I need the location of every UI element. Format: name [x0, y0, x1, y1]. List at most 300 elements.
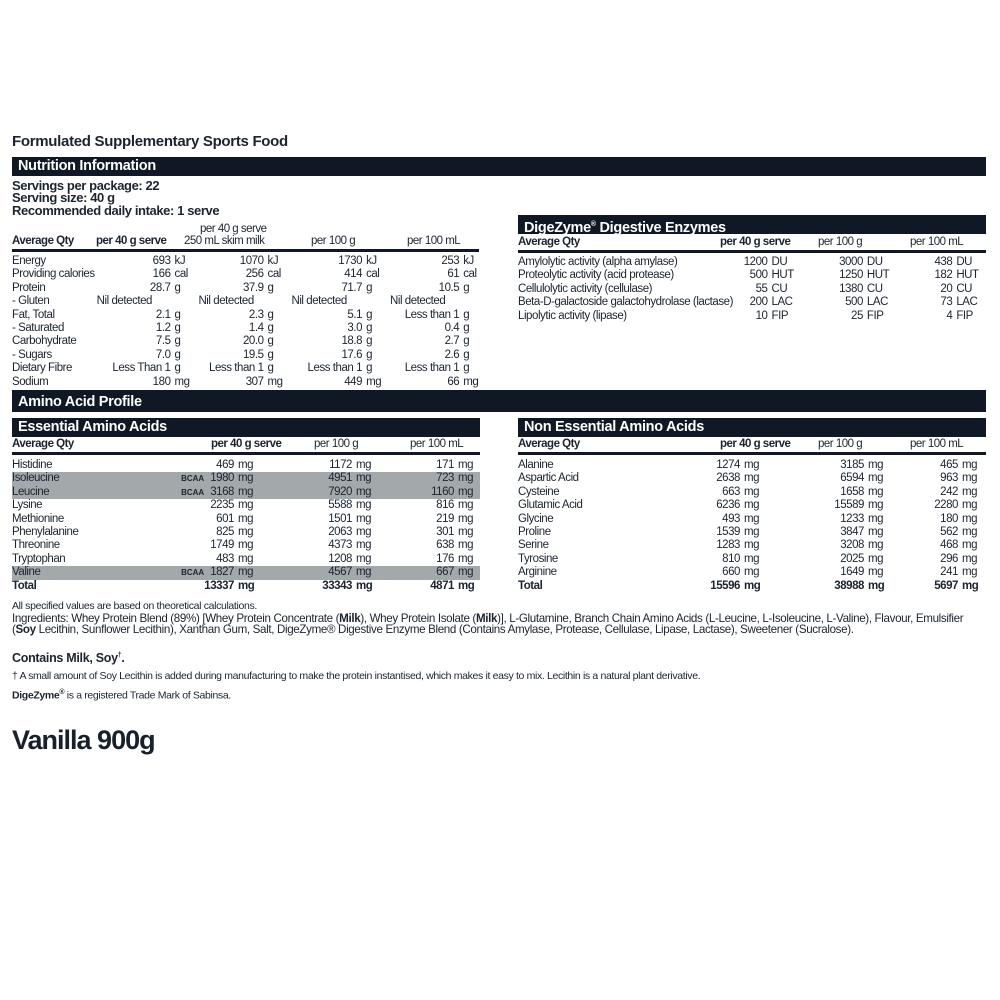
value-cell: 10	[755, 309, 768, 322]
value-cell: 66	[447, 375, 460, 388]
col-average-qty: Average Qty	[518, 236, 580, 248]
value-cell: 4373	[328, 539, 352, 552]
unit-cell: mg	[352, 472, 390, 485]
digezyme-title: DigeZyme	[524, 219, 591, 236]
unit-cell: mg	[868, 472, 884, 485]
value-cell	[152, 459, 234, 472]
value-cell: Less than 1	[307, 362, 363, 375]
unit-cell: g	[366, 362, 373, 375]
table-row	[12, 349, 479, 362]
value-cell: 15589	[834, 499, 864, 512]
trademark-note	[12, 689, 231, 702]
table-row	[518, 459, 986, 472]
unit-cell: mg	[744, 459, 760, 471]
value-cell	[152, 499, 234, 512]
unit-cell: cal	[267, 268, 281, 281]
dagger-mark: †	[117, 651, 122, 659]
essential-amino-table	[12, 459, 480, 593]
value-cell: 4871	[430, 579, 454, 592]
unit-cell: mg	[962, 512, 978, 525]
value-cell	[152, 566, 234, 579]
digezyme-title-rest: Digestive Enzymes	[595, 219, 726, 236]
unit-cell: cal	[366, 268, 380, 281]
col-average-qty: Average Qty	[518, 438, 580, 450]
unit-cell: FIP	[956, 309, 973, 322]
row-label: - Saturated	[12, 322, 64, 335]
value-cell	[152, 486, 234, 499]
unit-cell: mg	[744, 526, 760, 539]
unit-cell: g	[366, 281, 373, 294]
row-label: - Sugars	[12, 348, 52, 361]
unit-cell: g	[366, 348, 373, 361]
value-cell: 1730	[338, 255, 363, 267]
unit-cell: g	[463, 281, 470, 294]
value-cell	[668, 472, 740, 485]
row-label: Cellulolytic activity (cellulase)	[518, 282, 653, 295]
value-cell: 816	[436, 499, 454, 512]
value-cell: 4567	[272, 566, 352, 579]
servings-per-package: Servings per package: 22	[12, 178, 160, 193]
unit-cell: mg	[238, 459, 254, 471]
table-row	[12, 362, 479, 375]
value-cell: 6594	[840, 472, 864, 485]
unit-cell: g	[267, 308, 274, 321]
value-cell: 963	[940, 472, 958, 485]
unit-cell: kJ	[174, 255, 186, 267]
value-cell: 17.6	[341, 348, 363, 361]
unit-cell: mg	[356, 526, 372, 539]
unit-cell: mg	[744, 512, 760, 525]
table-row	[518, 513, 986, 526]
value-cell	[668, 459, 740, 472]
value-cell: 37.9	[242, 281, 264, 294]
value-cell: 1.4	[248, 322, 264, 335]
value-cell: 1380	[839, 282, 863, 295]
value: 2235	[210, 499, 234, 512]
unit-cell: kJ	[267, 255, 279, 267]
row-label: Beta-D-galactoside galactohydrolase (lactase)	[518, 296, 733, 309]
col-per-serve: per 40 g serve	[720, 236, 791, 248]
value-cell: 1172	[329, 459, 352, 471]
essential-amino-acids-bar	[12, 418, 480, 437]
value-cell: 182	[934, 269, 953, 282]
value-cell: 242	[940, 485, 958, 498]
unit-cell: g	[174, 308, 181, 321]
value: 663	[722, 485, 740, 498]
col-per-100ml: per 100 mL	[410, 438, 464, 450]
value-cell: 15596	[710, 579, 740, 592]
value-cell: 438	[934, 256, 953, 268]
row-label: Lipolytic activity (lipase)	[518, 309, 627, 322]
unit-cell: mg	[868, 459, 884, 471]
unit-cell: mg	[962, 472, 978, 485]
value-cell: 5697	[934, 579, 958, 592]
unit-cell: mg	[458, 459, 474, 471]
row-label: Phenylalanine	[12, 526, 79, 539]
header-rule	[12, 452, 480, 455]
table-row	[518, 539, 986, 552]
unit-cell: g	[174, 362, 181, 375]
row-label: Serine	[518, 539, 549, 552]
table-row	[12, 526, 480, 539]
unit-cell: mg	[458, 552, 474, 565]
dagger-footnote: † A small amount of Soy Lecithin is added during manufacturing to make the protein instantised, which makes it easy to mix. Lecithin is a natural plant derivative.	[12, 670, 701, 682]
value-cell: Less than 1	[404, 308, 460, 321]
unit-cell: DU	[866, 256, 883, 268]
amino-acid-profile-bar	[12, 393, 986, 412]
value: 3168	[210, 485, 234, 498]
unit-cell: g	[267, 322, 274, 335]
table-row	[518, 256, 986, 269]
col-per-serve: per 40 g serve	[211, 438, 282, 450]
total-row	[12, 580, 480, 593]
ingredients-text	[12, 614, 972, 635]
unit-cell: mg	[962, 552, 978, 565]
value: 1283	[716, 539, 740, 552]
table-row	[518, 283, 986, 296]
serving-size: Serving size: 40 g	[12, 190, 115, 205]
non-essential-amino-acids-title: Non Essential Amino Acids	[524, 419, 704, 435]
theoretical-note: All specified values are based on theoretical calculations.	[12, 600, 257, 612]
value-cell: 25	[851, 309, 863, 322]
unit-cell: CU	[956, 282, 973, 295]
value-cell: 200	[749, 296, 768, 309]
unit-cell: mg	[356, 579, 373, 592]
unit-cell: mg	[744, 539, 760, 552]
bcaa-tag: BCAA	[181, 487, 205, 497]
row-label: Total	[12, 579, 37, 592]
unit-cell: LAC	[771, 296, 793, 309]
value-cell: Less than 1	[209, 362, 264, 375]
value-cell: 1070	[239, 255, 264, 267]
value-cell: Nil detected	[291, 295, 347, 308]
row-label: Glutamic Acid	[518, 499, 583, 512]
unit-cell: g	[463, 362, 470, 375]
value-cell: 10.5	[438, 281, 460, 294]
table-row	[12, 309, 479, 322]
value-cell: 171	[436, 459, 454, 471]
col-average-qty: Average Qty	[12, 438, 74, 450]
table-row	[12, 268, 479, 281]
ingredients-segment: )], L-Glutamine, Branch Chain Amino Acids (L-Leucine, L-Isoleucine, L-Valine), Flavour, Emulsifier (	[12, 612, 964, 636]
table-row	[518, 310, 986, 323]
header-rule	[518, 250, 986, 253]
unit-cell: cal	[463, 268, 477, 281]
value-cell: 219	[436, 512, 454, 525]
value-cell: 18.8	[341, 335, 363, 348]
unit-cell: mg	[234, 566, 272, 579]
ingredients-segment: ), Whey Protein Isolate (	[360, 612, 476, 625]
value-cell: 5.1	[347, 308, 363, 321]
unit-cell: mg	[238, 539, 254, 552]
amino-acid-profile-title: Amino Acid Profile	[18, 394, 142, 410]
unit-cell: mg	[962, 566, 978, 579]
unit-cell: g	[463, 322, 470, 335]
unit-cell: mg	[962, 485, 978, 498]
value-cell: 2.1	[155, 308, 171, 321]
unit-cell: mg	[962, 526, 978, 539]
value-cell: 2025	[840, 552, 864, 565]
value-cell: 307	[245, 375, 264, 388]
value-cell: 667	[390, 566, 454, 579]
value-cell: 301	[436, 526, 454, 539]
nutrition-information-title: Nutrition Information	[18, 158, 156, 174]
unit-cell: mg	[463, 375, 479, 388]
row-label: Threonine	[12, 539, 60, 552]
col-average-qty: Average Qty	[12, 235, 74, 247]
value-cell: Less Than 1	[112, 362, 171, 375]
row-label: Proteolytic activity (acid protease)	[518, 269, 674, 282]
unit-cell: mg	[458, 526, 474, 539]
unit-cell: mg	[366, 375, 382, 388]
unit-cell: FIP	[866, 309, 884, 322]
value-cell: 4951	[272, 472, 352, 485]
unit-cell: mg	[962, 459, 978, 471]
col-per-100ml: per 100 mL	[910, 236, 964, 248]
unit-cell: mg	[868, 512, 884, 525]
value-cell: 2.3	[248, 308, 264, 321]
table-row	[12, 539, 480, 552]
unit-cell: mg	[744, 552, 760, 565]
value-cell: 13337	[204, 579, 234, 592]
row-label: Protein	[12, 281, 46, 294]
unit-cell: CU	[866, 282, 883, 295]
table-row	[518, 526, 986, 539]
col-per-serve-milk-line2: 250 mL skim milk	[184, 235, 265, 247]
value-cell: 4	[946, 309, 953, 322]
unit-cell: mg	[356, 552, 372, 565]
value-cell: 449	[344, 375, 363, 388]
bcaa-tag: BCAA	[181, 474, 205, 484]
unit-cell: mg	[868, 485, 884, 498]
table-row	[12, 553, 480, 566]
value: 660	[722, 566, 740, 579]
nutrition-information-bar	[12, 157, 986, 176]
value-cell: Nil detected	[198, 295, 254, 308]
unit-cell: mg	[458, 499, 474, 512]
unit-cell: DU	[956, 256, 973, 268]
value-cell	[152, 553, 234, 566]
value-cell: 2063	[328, 526, 352, 539]
unit-cell: mg	[352, 566, 390, 579]
unit-cell: mg	[458, 579, 475, 592]
value-cell: 3185	[840, 459, 864, 471]
unit-cell: g	[463, 308, 470, 321]
unit-cell: HUT	[956, 269, 979, 282]
nutrition-table-header	[12, 221, 479, 252]
value-cell: 3000	[839, 256, 863, 268]
row-label: - Gluten	[12, 295, 50, 308]
header-rule	[12, 249, 479, 252]
unit-cell: mg	[234, 472, 272, 485]
value: 1539	[716, 526, 740, 539]
unit-cell: mg	[744, 579, 761, 592]
value-cell: 61	[447, 268, 460, 281]
row-label: Cysteine	[518, 485, 560, 498]
value-cell: 500	[749, 269, 768, 282]
value-cell: 693	[152, 255, 171, 267]
row-label: Providing calories	[12, 268, 95, 281]
unit-cell: g	[174, 335, 181, 348]
value: 810	[722, 552, 740, 565]
unit-cell: g	[267, 362, 274, 375]
col-per-serve-milk-line1: per 40 g serve	[200, 223, 267, 235]
value: 2638	[716, 472, 740, 485]
unit-cell: mg	[868, 579, 885, 592]
table-row	[518, 553, 986, 566]
non-essential-amino-acids-bar	[518, 418, 986, 437]
value-cell: 241	[940, 566, 958, 579]
header-rule	[518, 452, 986, 455]
value-cell: 1160	[390, 486, 454, 499]
unit-cell: mg	[454, 472, 480, 485]
table-row	[12, 255, 479, 268]
unit-cell: mg	[962, 579, 979, 592]
value-cell	[668, 513, 740, 526]
unit-cell: CU	[771, 282, 788, 295]
unit-cell: g	[366, 308, 373, 321]
allergen-highlight: Milk	[339, 612, 361, 625]
value-cell: 2.6	[444, 348, 460, 361]
row-label: Arginine	[518, 566, 557, 579]
unit-cell: mg	[238, 499, 254, 512]
unit-cell: g	[174, 281, 181, 294]
non-essential-amino-table	[518, 459, 986, 593]
unit-cell: LAC	[866, 296, 888, 309]
unit-cell: DU	[771, 256, 788, 268]
col-per-100ml: per 100 mL	[910, 438, 964, 450]
value-cell: 20	[940, 282, 953, 295]
unit-cell: mg	[868, 526, 884, 539]
value-cell: 7.0	[155, 348, 171, 361]
unit-cell: mg	[962, 499, 978, 512]
ingredients-segment: Lecithin, Sunflower Lecithin), Xanthan Gum, Salt, DigeZyme® Digestive Enzyme Blend (Contains Amylase, Protease, Cellulase, Lipase, Lactase), Sweetener (Sucralose).	[35, 622, 854, 636]
row-label: Histidine	[12, 459, 53, 471]
row-label: Energy	[12, 255, 46, 267]
table-row	[12, 459, 480, 472]
value-cell	[152, 472, 234, 485]
digezyme-bar	[518, 215, 986, 234]
unit-cell: HUT	[771, 269, 794, 282]
value-cell: 253	[441, 255, 460, 267]
value-cell: 28.7	[149, 281, 171, 294]
col-per-serve: per 40 g serve	[720, 438, 791, 450]
value-cell: 7.5	[155, 335, 171, 348]
value-cell: 5588	[328, 499, 352, 512]
table-row	[518, 472, 986, 485]
unit-cell: mg	[744, 485, 760, 498]
row-label: Isoleucine	[12, 472, 152, 485]
unit-cell: mg	[868, 566, 884, 579]
allergen-text: Contains Milk, Soy	[12, 651, 118, 665]
row-label: Proline	[518, 526, 551, 539]
value-cell: 0.4	[444, 322, 460, 335]
value-cell	[668, 499, 740, 512]
value: 1827	[210, 566, 234, 579]
table-row	[12, 499, 480, 512]
unit-cell: g	[267, 281, 274, 294]
value-cell: 55	[755, 282, 768, 295]
unit-cell: mg	[267, 375, 283, 388]
value-cell: 2.7	[444, 335, 460, 348]
value-cell: 296	[940, 552, 958, 565]
value-cell: 1200	[743, 256, 768, 268]
value-cell: 38988	[834, 579, 864, 592]
value-cell: 1658	[840, 485, 864, 498]
row-label: Glycine	[518, 512, 554, 525]
value-cell	[668, 526, 740, 539]
row-label: Total	[518, 579, 543, 592]
total-row	[518, 580, 986, 593]
value-cell: 180	[152, 375, 171, 388]
unit-cell: mg	[238, 579, 255, 592]
value-cell: 176	[436, 552, 454, 565]
col-per-100g: per 100 g	[818, 236, 863, 248]
table-row	[518, 566, 986, 579]
value-cell: 638	[436, 539, 454, 552]
unit-cell: mg	[962, 539, 978, 552]
unit-cell: mg	[356, 459, 372, 471]
col-per-100g: per 100 g	[818, 438, 863, 450]
value-cell: 468	[940, 539, 958, 552]
row-label: Tryptophan	[12, 552, 66, 565]
value-cell: 1208	[328, 552, 352, 565]
value: 1274	[716, 459, 740, 471]
value-cell: 1501	[328, 512, 352, 525]
value-cell	[152, 526, 234, 539]
table-row	[518, 486, 986, 499]
allergen-highlight: Milk	[475, 612, 498, 625]
value-cell	[668, 553, 740, 566]
unit-cell: FIP	[771, 309, 789, 322]
value-cell: 73	[940, 296, 953, 309]
unit-cell: mg	[868, 552, 884, 565]
table-row	[518, 499, 986, 512]
value-cell: 3.0	[347, 322, 363, 335]
unit-cell: mg	[868, 499, 884, 512]
table-row	[518, 269, 986, 282]
table-row	[12, 335, 479, 348]
value: 469	[216, 459, 234, 471]
row-label: Amylolytic activity (alpha amylase)	[518, 256, 678, 268]
unit-cell: HUT	[866, 269, 890, 282]
unit-cell: mg	[352, 486, 390, 499]
row-label: Aspartic Acid	[518, 472, 579, 485]
value-cell	[668, 539, 740, 552]
value-cell	[668, 486, 740, 499]
document-title: Formulated Supplementary Sports Food	[12, 133, 288, 150]
unit-cell: g	[267, 348, 274, 361]
unit-cell: mg	[174, 375, 190, 388]
table-row	[12, 472, 480, 485]
value-cell: 414	[344, 268, 363, 281]
value-cell: Less than 1	[404, 362, 460, 375]
value-cell: 500	[845, 296, 863, 309]
value-cell: 3847	[840, 526, 864, 539]
unit-cell: g	[267, 335, 274, 348]
recommended-daily-intake: Recommended daily intake: 1 serve	[12, 203, 220, 218]
unit-cell: kJ	[463, 255, 474, 267]
row-label: Dietary Fibre	[12, 362, 72, 375]
trademark-brand: DigeZyme	[12, 689, 60, 702]
allergen-end: .	[121, 651, 125, 665]
unit-cell: kJ	[366, 255, 377, 267]
unit-cell: mg	[458, 539, 474, 552]
unit-cell: mg	[238, 512, 254, 525]
allergen-highlight: Soy	[15, 622, 36, 636]
value-cell	[668, 566, 740, 579]
value: 1980	[210, 472, 234, 485]
